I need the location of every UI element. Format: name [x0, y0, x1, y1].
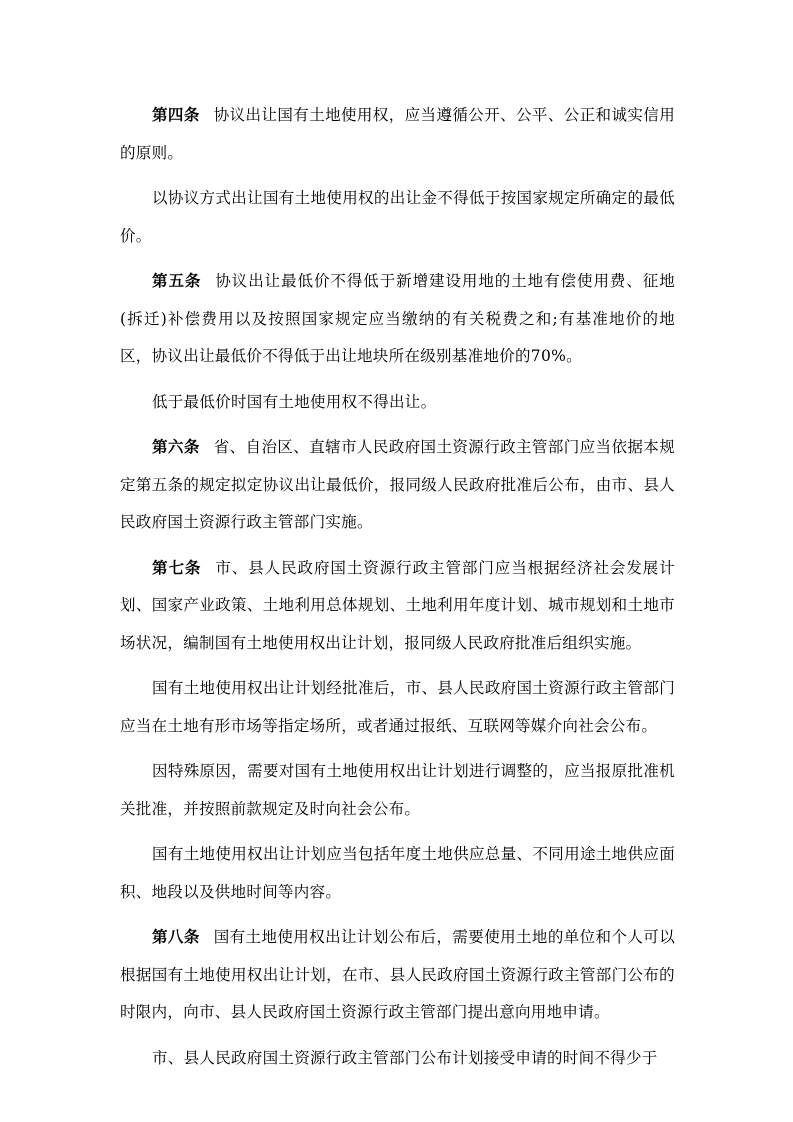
paragraph-text: 国有土地使用权出让计划经批准后，市、县人民政府国土资源行政主管部门应当在土地有形市场等指定场所，或者通过报纸、互联网等媒介向社会公布。	[120, 679, 675, 735]
paragraph	[120, 670, 675, 745]
paragraph-text: 市、县人民政府国土资源行政主管部门应当根据经济社会发展计划、国家产业政策、土地利用总体规划、土地利用年度计划、城市规划和土地市场状况，编制国有土地使用权出让计划，报同级人民政府批准后组织实施。	[120, 558, 675, 652]
paragraph-text: 省、自治区、直辖市人民政府国土资源行政主管部门应当依据本规定第五条的规定拟定协议出让最低价，报同级人民政府批准后公布，由市、县人民政府国土资源行政主管部门实施。	[120, 438, 675, 531]
paragraph-text: 因特殊原因，需要对国有土地使用权出让计划进行调整的，应当报原批准机关批准，并按照前款规定及时向社会公布。	[120, 762, 675, 818]
article-heading: 第五条	[152, 272, 202, 290]
paragraph	[120, 180, 675, 255]
article-heading: 第四条	[152, 106, 200, 124]
paragraph-article-8	[120, 919, 675, 1032]
article-heading: 第七条	[152, 558, 202, 577]
paragraph-text: 以协议方式出让国有土地使用权的出让金不得低于按国家规定所确定的最低价。	[120, 189, 675, 245]
paragraph	[120, 1040, 675, 1078]
article-heading: 第八条	[152, 928, 200, 946]
paragraph-text: 低于最低价时国有土地使用权不得出让。	[152, 392, 437, 411]
paragraph-article-4	[120, 97, 675, 172]
paragraph-text: 协议出让国有土地使用权，应当遵循公开、公平、公正和诚实信用的原则。	[120, 106, 675, 162]
paragraph	[120, 384, 675, 422]
paragraph-text: 国有土地使用权出让计划公布后，需要使用土地的单位和个人可以根据国有土地使用权出让计划，在市、县人民政府国土资源行政主管部门公布的时限内，向市、县人民政府国土资源行政主管部门提出意向用地申请。	[120, 928, 675, 1021]
paragraph-text: 协议出让最低价不得低于新增建设用地的土地有偿使用费、征地(拆迁)补偿费用以及按照国家规定应当缴纳的有关税费之和;有基准地价的地区，协议出让最低价不得低于出让地块所在级别基准地价的70%。	[120, 272, 675, 365]
paragraph-text: 国有土地使用权出让计划应当包括年度土地供应总量、不同用途土地供应面积、地段以及供地时间等内容。	[120, 845, 675, 901]
paragraph-article-6	[120, 429, 675, 542]
article-heading: 第六条	[152, 438, 200, 456]
paragraph	[120, 753, 675, 828]
paragraph-article-5	[120, 263, 675, 376]
paragraph	[120, 836, 675, 911]
paragraph-text: 市、县人民政府国土资源行政主管部门公布计划接受申请的时间不得少于	[152, 1048, 658, 1067]
paragraph-article-7	[120, 550, 675, 663]
document-page	[120, 97, 675, 1085]
